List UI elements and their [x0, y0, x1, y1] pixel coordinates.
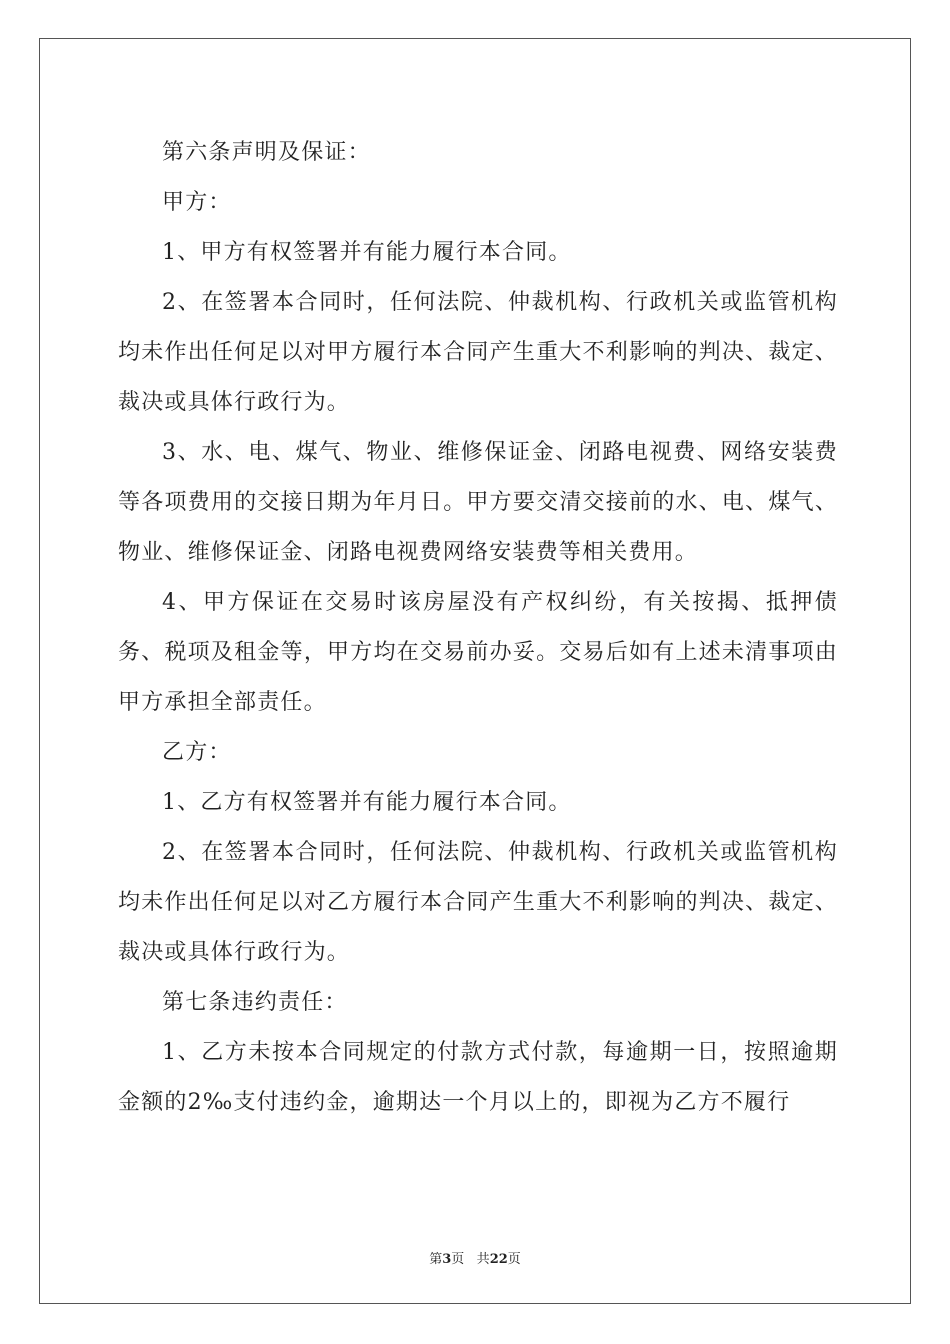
paragraph-text: 乙方：: [162, 740, 232, 765]
paragraph-text: 1、甲方有权签署并有能力履行本合同。: [162, 240, 572, 265]
party-a-heading: [118, 178, 838, 228]
paragraph-text: 第六条声明及保证：: [162, 140, 371, 165]
paragraph-text: 4、甲方保证在交易时该房屋没有产权纠纷，有关按揭、抵押债务、税项及租金等，甲方均在交易前办妥。交易后如有上述未清事项由甲方承担全部责任。: [118, 590, 838, 715]
section-heading-seven: [118, 978, 838, 1028]
paragraph-text: 日。甲方要交清交接前的水、电、煤气、物业、维修保证金、闭路电视费网络安装费等相关费用。: [118, 490, 839, 565]
document-body: [118, 128, 838, 1128]
footer-prefix: 第: [429, 1252, 443, 1267]
party-a-clause-3: [118, 428, 838, 578]
party-b-heading: [118, 728, 838, 778]
party-b-clause-1: [118, 778, 838, 828]
paragraph-text: 3、水、电、煤气、物业、维修保证金、闭路电视费、网络安装费等各项费用的交接日期为: [118, 440, 838, 515]
paragraph-text: 1、乙方未按本合同规定的付款方式付款，每逾期一日，按照逾期金额的2‰支付违约金，逾期达一个月以上的，即视为乙方不履行: [118, 1040, 838, 1115]
total-page-count: 22: [489, 1252, 508, 1267]
paragraph-text: 甲方：: [162, 190, 232, 215]
footer-total-prefix: 共: [476, 1252, 490, 1267]
paragraph-text: 2、在签署本合同时，任何法院、仲裁机构、行政机关或监管机构均未作出任何足以对乙方履行本合同产生重大不利影响的判决、裁定、裁决或具体行政行为。: [118, 840, 838, 965]
party-b-clause-2: [118, 828, 838, 978]
page-footer: [0, 1248, 950, 1267]
current-page-number: 3: [442, 1252, 452, 1267]
footer-total-suffix: 页: [507, 1252, 521, 1267]
party-a-clause-2: [118, 278, 838, 428]
paragraph-text: 2、在签署本合同时，任何法院、仲裁机构、行政机关或监管机构均未作出任何足以对甲方履行本合同产生重大不利影响的判决、裁定、裁决或具体行政行为。: [118, 290, 838, 415]
footer-page-suffix: 页: [451, 1252, 465, 1267]
party-a-clause-1: [118, 228, 838, 278]
paragraph-text: 第七条违约责任：: [162, 990, 348, 1015]
breach-clause-1: [118, 1028, 838, 1128]
paragraph-text: 1、乙方有权签署并有能力履行本合同。: [162, 790, 572, 815]
party-a-clause-4: [118, 578, 838, 728]
section-heading-six: [118, 128, 838, 178]
month-label: 月: [396, 490, 420, 515]
year-label: 年: [373, 490, 397, 515]
